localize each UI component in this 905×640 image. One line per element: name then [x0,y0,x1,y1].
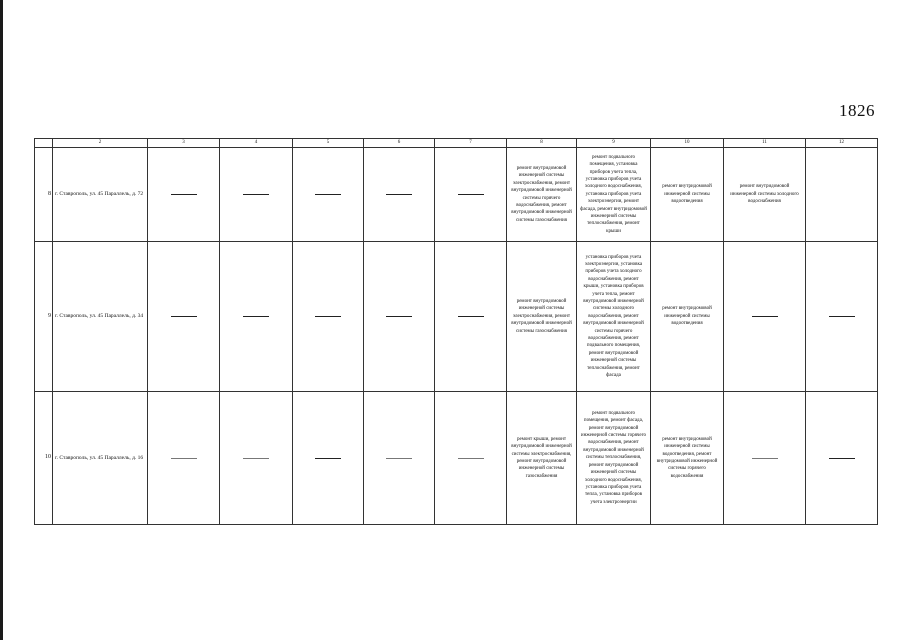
works-col-8: ремонт внутридомовой инженерной системы электроснабжения, ремонт внутридомовой инженерной системы газоснабжения [507,242,577,392]
empty-cell [364,148,435,242]
works-col-10: ремонт внутридомовой инженерной системы водоотведения [651,148,724,242]
table-row [35,148,878,242]
empty-cell [806,242,878,392]
empty-cell [435,148,507,242]
table-row [35,392,878,525]
dash-mark [752,316,778,317]
dash-mark [458,316,484,317]
works-col-11: ремонт внутридомовой инженерной системы холодного водоснабжения [724,148,806,242]
dash-mark [458,194,484,195]
dash-mark [171,458,197,459]
header-cell [35,139,53,148]
empty-cell [148,392,220,525]
row-number: 10 [35,392,53,525]
empty-cell [220,148,293,242]
empty-cell [724,392,806,525]
dash-mark [386,194,412,195]
dash-mark [829,458,855,459]
empty-cell [806,392,878,525]
header-cell: 11 [724,139,806,148]
header-cell: 3 [148,139,220,148]
empty-cell [293,242,364,392]
empty-cell [293,392,364,525]
empty-cell [220,242,293,392]
dash-mark [458,458,484,459]
empty-cell [364,242,435,392]
works-col-10: ремонт внутридомовой инженерной системы водоотведения [651,242,724,392]
column-number-header-row [35,139,878,148]
header-cell: 7 [435,139,507,148]
dash-mark [386,458,412,459]
works-col-8: ремонт крыши, ремонт внутридомовой инженерной системы электроснабжения, ремонт внутридомовой инженерной системы газоснабжения [507,392,577,525]
works-col-9: ремонт подвального помещения, установка приборов учета тепла, установка приборов учета холодного водоснабжения, установка приборов учета электроэнергии, ремонт фасада, ремонт внутридомовой инженерной системы теплоснабжения, ремонт крыши [577,148,651,242]
empty-cell [435,392,507,525]
dash-mark [243,458,269,459]
dash-mark [171,194,197,195]
empty-cell [806,148,878,242]
works-col-10: ремонт внутридомовой инженерной системы водоотведения, ремонт внутридомовой инженерной системы горячего водоснабжения [651,392,724,525]
header-cell: 12 [806,139,878,148]
works-col-9: ремонт подвального помещения, ремонт фасада, ремонт внутридомовой инженерной системы горячего водоснабжения, ремонт внутридомовой инженерной системы теплоснабжения, ремонт внутридомовой инженерной системы холодного водоснабжения, установка приборов учета тепла, установка приборов учета электроэнергии [577,392,651,525]
header-cell: 9 [577,139,651,148]
row-number: 9 [35,242,53,392]
empty-cell [148,148,220,242]
dash-mark [243,194,269,195]
empty-cell [364,392,435,525]
dash-mark [315,316,341,317]
header-cell: 10 [651,139,724,148]
header-cell: 8 [507,139,577,148]
page-number: 1826 [839,101,875,120]
dash-mark [171,316,197,317]
repair-schedule-table [34,138,878,525]
empty-cell [293,148,364,242]
row-address: г. Ставрополь, ул. 45 Параллель, д. 16 [53,392,148,525]
table-row [35,242,878,392]
row-address: г. Ставрополь, ул. 45 Параллель, д. 34 [53,242,148,392]
empty-cell [724,242,806,392]
dash-mark [829,316,855,317]
works-col-9: установка приборов учета электроэнергии, установка приборов учета холодного водоснабжения, ремонт крыши, установка приборов учета тепла, ремонт внутридомовой инженерной системы холодного водоснабжения, ремонт внутридомовой инженерной системы горячего водоснабжения, ремонт подвального помещения, ремонт внутридомовой инженерной системы теплоснабжения, ремонт фасада [577,242,651,392]
dash-mark [315,458,341,459]
empty-cell [435,242,507,392]
header-cell: 4 [220,139,293,148]
header-cell: 2 [53,139,148,148]
dash-mark [315,194,341,195]
header-cell: 6 [364,139,435,148]
header-cell: 5 [293,139,364,148]
empty-cell [148,242,220,392]
works-col-8: ремонт внутридомовой инженерной системы электроснабжения, ремонт внутридомовой инженерной системы горячего водоснабжения, ремонт внутридомовой инженерной системы газоснабжения [507,148,577,242]
empty-cell [220,392,293,525]
dash-mark [752,458,778,459]
dash-mark [243,316,269,317]
dash-mark [386,316,412,317]
row-address: г. Ставрополь, ул. 45 Параллель, д. 72 [53,148,148,242]
row-number: 8 [35,148,53,242]
page-left-border [0,0,3,640]
